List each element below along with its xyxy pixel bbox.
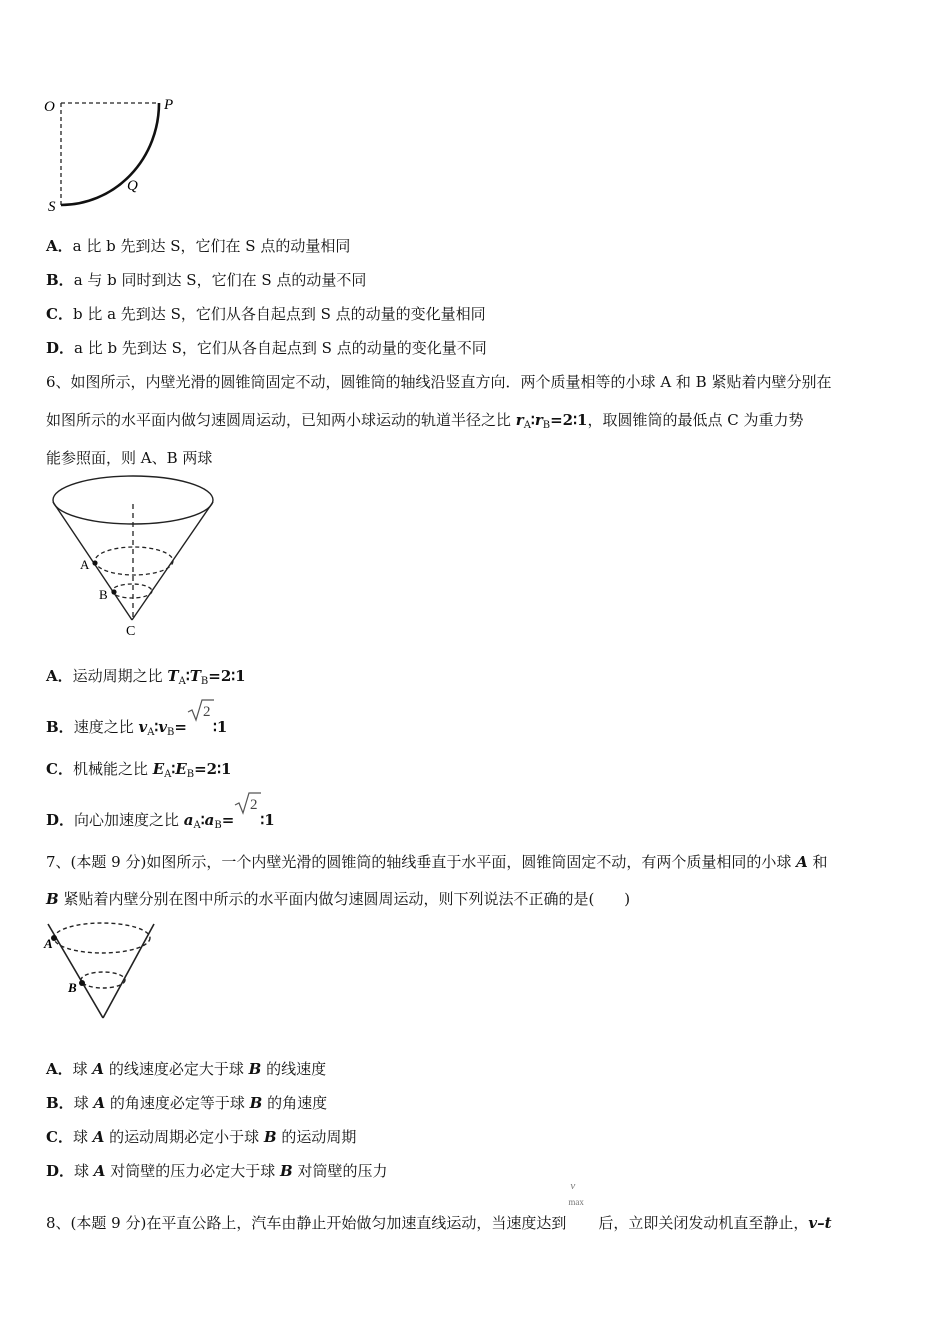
q7-stem-line1: 7、(本题 9 分)如图所示，一个内壁光滑的圆锥筒的轴线垂直于水平面，圆锥筒固定不动，有两个质量相同的小球 A 和 (46, 853, 828, 871)
q6-option-b[interactable]: B．速度之比 $v_A∶v_B=$ 2 ∶1 (46, 712, 227, 743)
label-q: Q (127, 178, 138, 194)
q6-stem-line3: 能参照面，则 A、B 两球 (46, 449, 213, 467)
v-max-symbol: v max (568, 1180, 584, 1207)
sqrt-two (187, 704, 213, 732)
q8-stem-line1: 8、(本题 9 分)在平直公路上，汽车由静止开始做匀加速直线运动，当速度达到 v max 后，立即关闭发动机直至静止，v–t (46, 1180, 832, 1232)
q7-option-a[interactable]: A．球 A 的线速度必定大于球 B 的线速度 (46, 1060, 327, 1078)
q5-option-a[interactable]: A．a 比 b 先到达 S，它们在 S 点的动量相同 (46, 237, 351, 255)
q6-option-d[interactable]: D．向心加速度之比 $a_A∶a_B=$ 2 ∶1 (46, 805, 275, 836)
sqrt-two (234, 797, 260, 825)
svg-text:2: 2 (250, 797, 258, 813)
q7-cone-figure (42, 918, 162, 1024)
q5-option-d[interactable]: D．a 比 b 先到达 S，它们从各自起点到 S 点的动量的变化量不同 (46, 339, 487, 357)
quarter-arc-figure (40, 92, 190, 222)
q5-option-b[interactable]: B．a 与 b 同时到达 S，它们在 S 点的动量不同 (46, 271, 367, 289)
q7-cone-label-b: B (68, 980, 77, 995)
label-p: P (164, 97, 174, 113)
q7-option-b[interactable]: B．球 A 的角速度必定等于球 B 的角速度 (46, 1094, 328, 1112)
q6-cone-figure (46, 474, 226, 644)
q5-option-c[interactable]: C．b 比 a 先到达 S，它们从各自起点到 S 点的动量的变化量相同 (46, 305, 486, 323)
q6-option-a[interactable]: A．运动周期之比 $T_A∶T_B=2∶1$ (46, 667, 246, 687)
q7-option-c[interactable]: C．球 A 的运动周期必定小于球 B 的运动周期 (46, 1128, 357, 1146)
q7-option-d[interactable]: D．球 A 对筒壁的压力必定大于球 B 对筒壁的压力 (46, 1162, 388, 1180)
label-o: O (44, 99, 55, 115)
q6-option-c[interactable]: C．机械能之比 $E_A∶E_B=2∶1$ (46, 760, 232, 780)
cone-label-a: A (80, 557, 90, 572)
cone-label-b: B (99, 587, 108, 602)
q6-stem-line2: 如图所示的水平面内做匀速圆周运动，已知两小球运动的轨道半径之比 $r_A∶r_B=2∶1$，取圆锥筒的最低点 C 为重力势 (46, 411, 804, 431)
label-s: S (48, 199, 56, 215)
cone-label-c: C (126, 624, 136, 639)
q6-stem-line1: 6、如图所示，内壁光滑的圆锥筒固定不动，圆锥筒的轴线沿竖直方向．两个质量相等的小球 A 和 B 紧贴着内壁分别在 (46, 373, 832, 391)
q7-stem-line2: B 紧贴着内壁分别在图中所示的水平面内做匀速圆周运动，则下列说法不正确的是( ) (46, 890, 631, 908)
svg-text:2: 2 (202, 704, 211, 720)
q7-cone-label-a: A (44, 936, 53, 951)
